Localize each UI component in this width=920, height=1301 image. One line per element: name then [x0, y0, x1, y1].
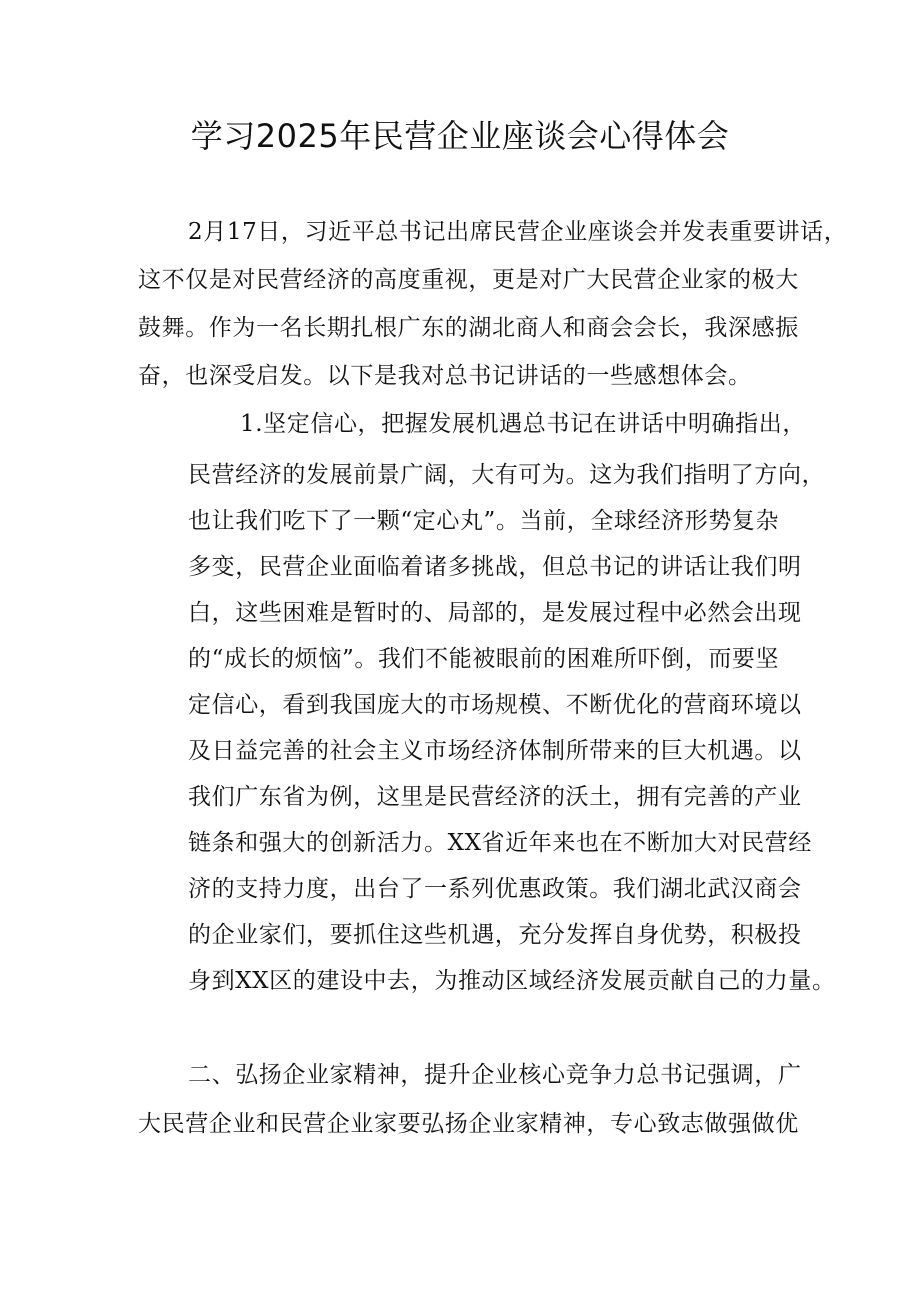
paragraph-line: 及日益完善的社会主义市场经济体制所带来的巨大机遇。以 [188, 738, 802, 764]
paragraph-line: 多变，民营企业面临着诸多挑战，但总书记的讲话让我们明 [188, 554, 802, 580]
paragraph-line: 也让我们吃下了一颗“定心丸”。当前，全球经济形势复杂 [188, 508, 780, 534]
paragraph-line: 济的支持力度，出台了一系列优惠政策。我们湖北武汉商会 [188, 876, 802, 902]
paragraph-line: 身到XX区的建设中去，为推动区域经济发展贡献自己的力量。 [188, 968, 836, 994]
paragraph-line: 白，这些困难是暂时的、局部的，是发展过程中必然会出现 [188, 600, 802, 626]
paragraph-line: 定信心，看到我国庞大的市场规模、不断优化的营商环境以 [188, 692, 802, 718]
paragraph-line: 奋，也深受启发。以下是我对总书记讲话的一些感想体会。 [138, 363, 752, 389]
paragraph-line: 民营经济的发展前景广阔，大有可为。这为我们指明了方向， [188, 462, 826, 488]
paragraph-line: 链条和强大的创新活力。XX省近年来也在不断加大对民营经 [188, 830, 812, 856]
section-heading-line: 1.坚定信心，把握发展机遇总书记在讲话中明确指出， [240, 411, 806, 437]
paragraph-line: 的“成长的烦恼”。我们不能被眼前的困难所吓倒，而要坚 [188, 646, 780, 672]
document-title: 学习2025年民营企业座谈会心得体会 [190, 117, 730, 155]
paragraph-line: 大民营企业和民营企业家要弘扬企业家精神，专心致志做强做优 [138, 1111, 799, 1137]
section-heading-line: 二、弘扬企业家精神，提升企业核心竞争力总书记强调，广 [188, 1062, 802, 1088]
paragraph-line: 鼓舞。作为一名长期扎根广东的湖北商人和商会会长，我深感振 [138, 315, 799, 341]
paragraph-line: 的企业家们，要抓住这些机遇，充分发挥自身优势，积极投 [188, 922, 802, 948]
paragraph-line: 我们广东省为例，这里是民营经济的沃土，拥有完善的产业 [188, 784, 802, 810]
paragraph-line: 2月17日，习近平总书记出席民营企业座谈会并发表重要讲话， [188, 219, 848, 245]
paragraph-line: 这不仅是对民营经济的高度重视，更是对广大民营企业家的极大 [138, 267, 799, 293]
